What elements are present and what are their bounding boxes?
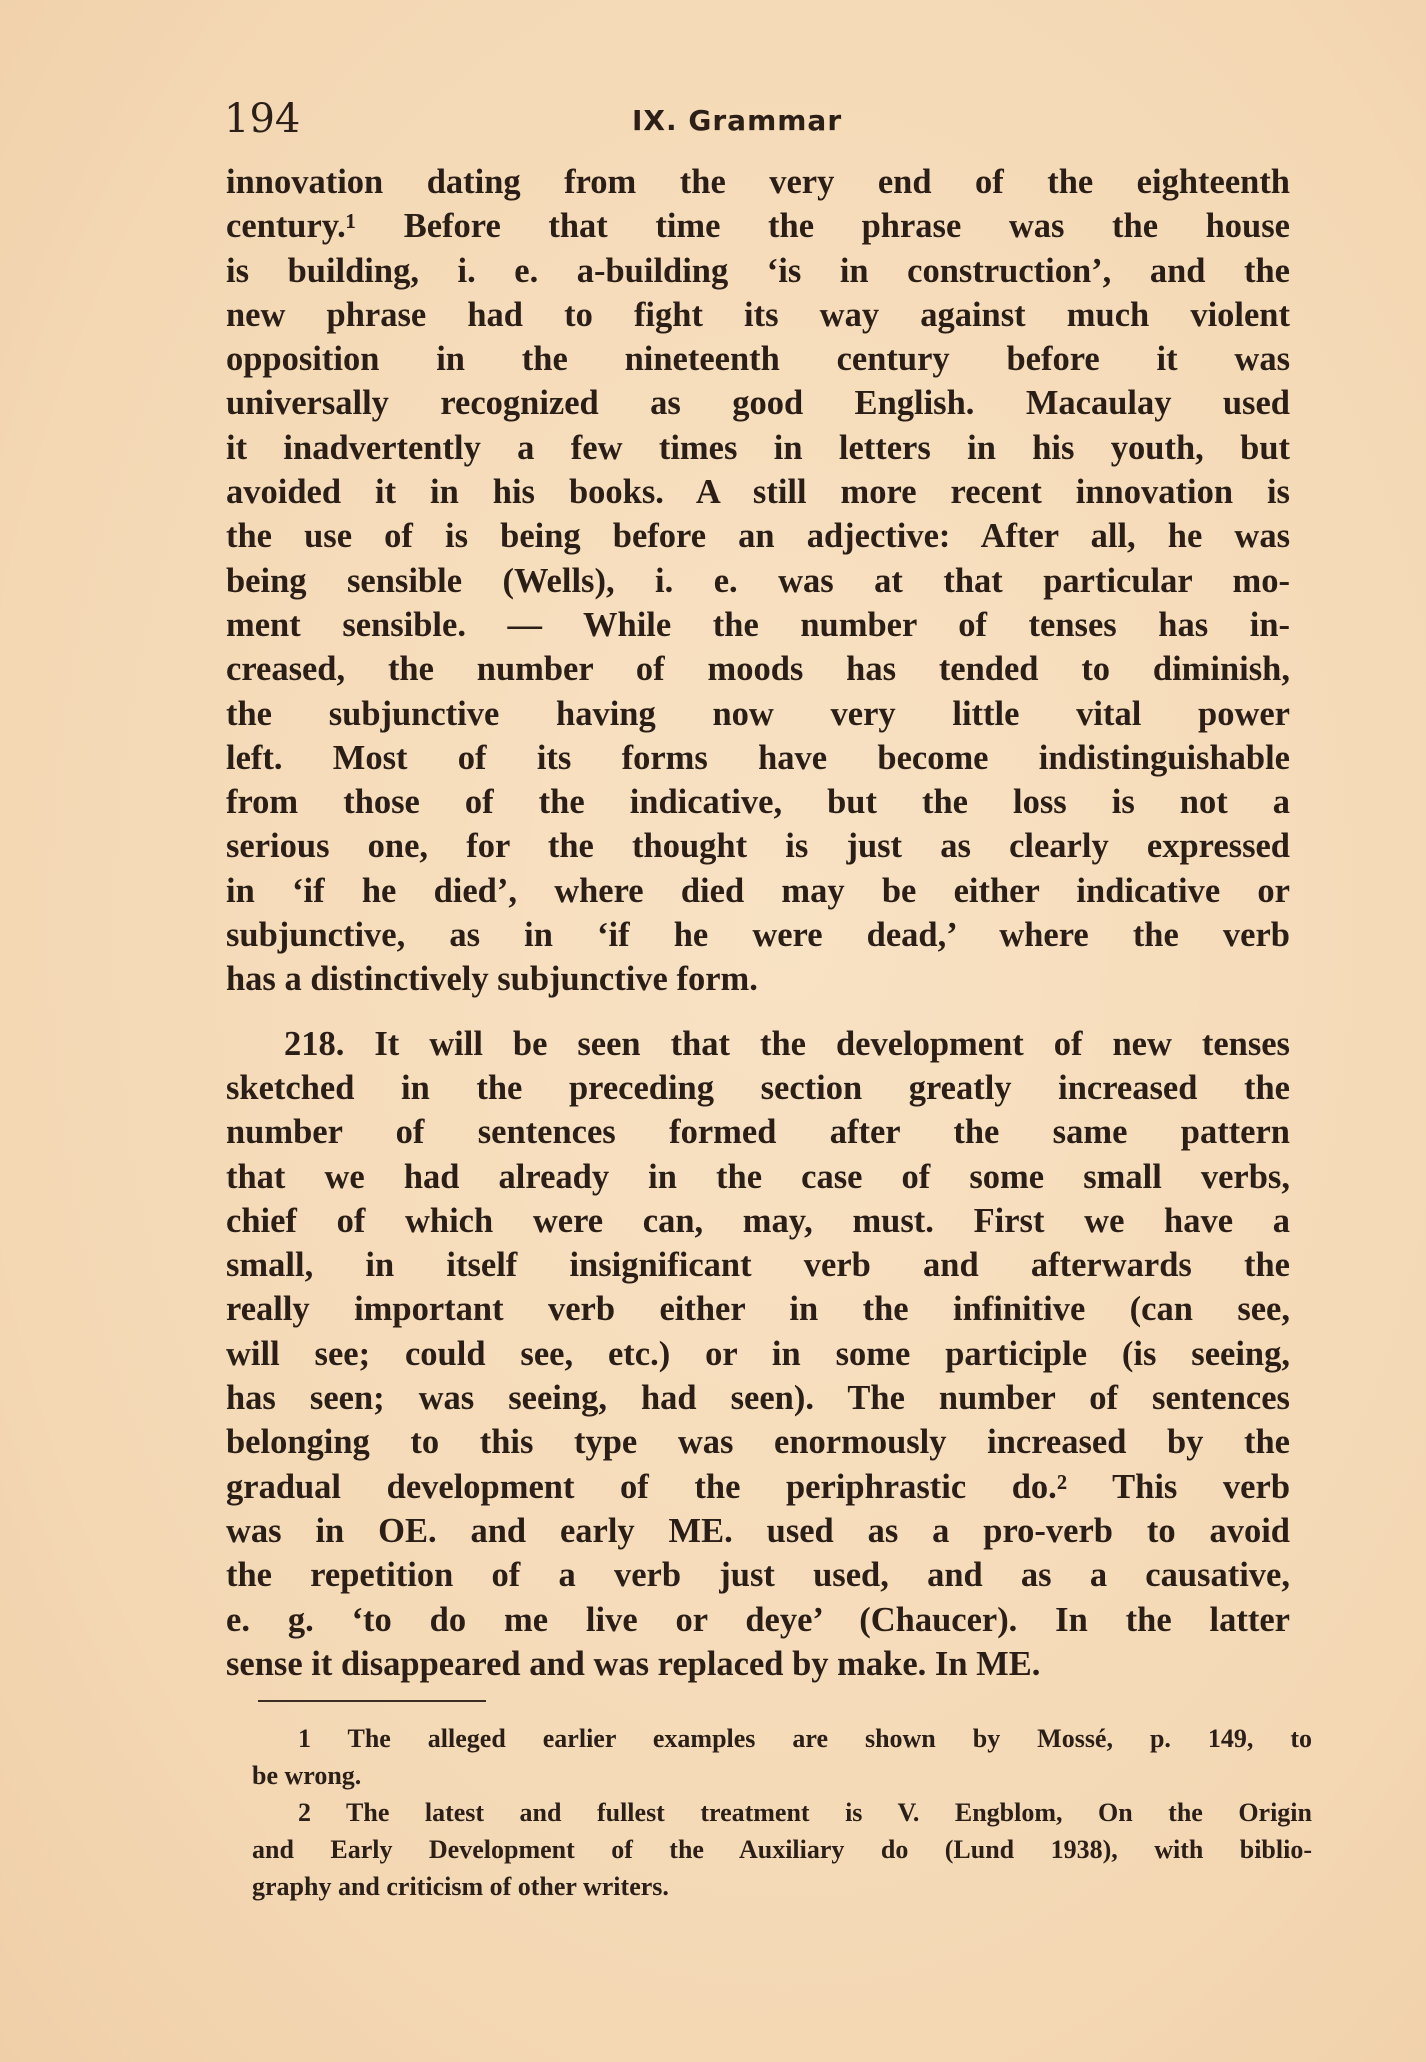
text-line: sense it disappeared and was replaced by make. In ME. (226, 1644, 1041, 1683)
text-line: innovation dating from the very end of the eighteenth (226, 163, 1290, 201)
text-line: from those of the indicative, but the loss is not a (226, 783, 1290, 822)
section-218-paragraph (226, 1022, 1290, 1686)
text-line: century.¹ Before that time the phrase was the house (226, 207, 1290, 246)
text-line: really important verb either in the infinitive (can see, (226, 1290, 1290, 1329)
footnote-line: be wrong. (252, 1761, 362, 1790)
text-line: being sensible (Wells), i. e. was at that particular mo- (226, 561, 1290, 600)
footnotes (252, 1720, 1312, 1905)
text-line: subjunctive, as in ‘if he were dead,’ where the verb (226, 916, 1290, 955)
text-line: that we had already in the case of some small verbs, (226, 1157, 1290, 1196)
text-line: number of sentences formed after the same pattern (226, 1113, 1290, 1152)
text-line: will see; could see, etc.) or in some participle (is seeing, (226, 1334, 1290, 1373)
text-line: left. Most of its forms have become indistinguishable (226, 738, 1290, 777)
text-line: belonging to this type was enormously increased by the (226, 1423, 1290, 1462)
text-line: sketched in the preceding section greatly increased the (226, 1068, 1290, 1107)
text-line: serious one, for the thought is just as clearly expressed (226, 827, 1290, 866)
text-line: ment sensible. — While the number of tenses has in- (226, 605, 1290, 644)
text-line: in ‘if he died’, where died may be either indicative or (226, 871, 1290, 910)
text-line: gradual development of the periphrastic do.² This verb (226, 1467, 1290, 1506)
footnote-line: 1 The alleged earlier examples are shown by Mossé, p. 149, to (298, 1724, 1312, 1753)
footnote-line: and Early Development of the Auxiliary do (Lund 1938), with biblio- (252, 1835, 1312, 1864)
text-line: new phrase had to fight its way against much violent (226, 295, 1290, 334)
text-line: the use of is being before an adjective: After all, he was (226, 517, 1290, 556)
text-line: is building, i. e. a-building ‘is in construction’, and the (226, 251, 1290, 290)
footnote-line: 2 The latest and fullest treatment is V. Engblom, On the Origin (298, 1798, 1312, 1827)
text-line: the repetition of a verb just used, and as a causative, (226, 1556, 1290, 1595)
paragraph-continuation (226, 160, 1290, 1002)
text-line: universally recognized as good English. Macaulay used (226, 384, 1290, 423)
text-line: was in OE. and early ME. used as a pro-verb to avoid (226, 1511, 1290, 1550)
page-header (224, 92, 1304, 142)
text-line: avoided it in his books. A still more recent innovation is (226, 473, 1290, 512)
text-line: has seen; was seeing, had seen). The number of sentences (226, 1379, 1290, 1418)
footnote-line: graphy and criticism of other writers. (252, 1872, 669, 1901)
text-line: creased, the number of moods has tended to diminish, (226, 650, 1290, 689)
text-line: small, in itself insignificant verb and afterwards the (226, 1246, 1290, 1285)
text-line: it inadvertently a few times in letters in his youth, but (226, 428, 1290, 467)
footnote-divider (258, 1700, 486, 1702)
text-line: 218. It will be seen that the development of new tenses (284, 1024, 1290, 1063)
page-number: 194 (224, 96, 301, 142)
text-line: e. g. ‘to do me live or deye’ (Chaucer). In the latter (226, 1600, 1290, 1639)
text-line: the subjunctive having now very little vital power (226, 694, 1290, 733)
running-head: IX. Grammar (632, 104, 843, 137)
body-text (226, 160, 1290, 1686)
text-line: has a distinctively subjunctive form. (226, 960, 758, 999)
text-line: chief of which were can, may, must. First we have a (226, 1201, 1290, 1240)
text-line: opposition in the nineteenth century before it was (226, 340, 1290, 379)
